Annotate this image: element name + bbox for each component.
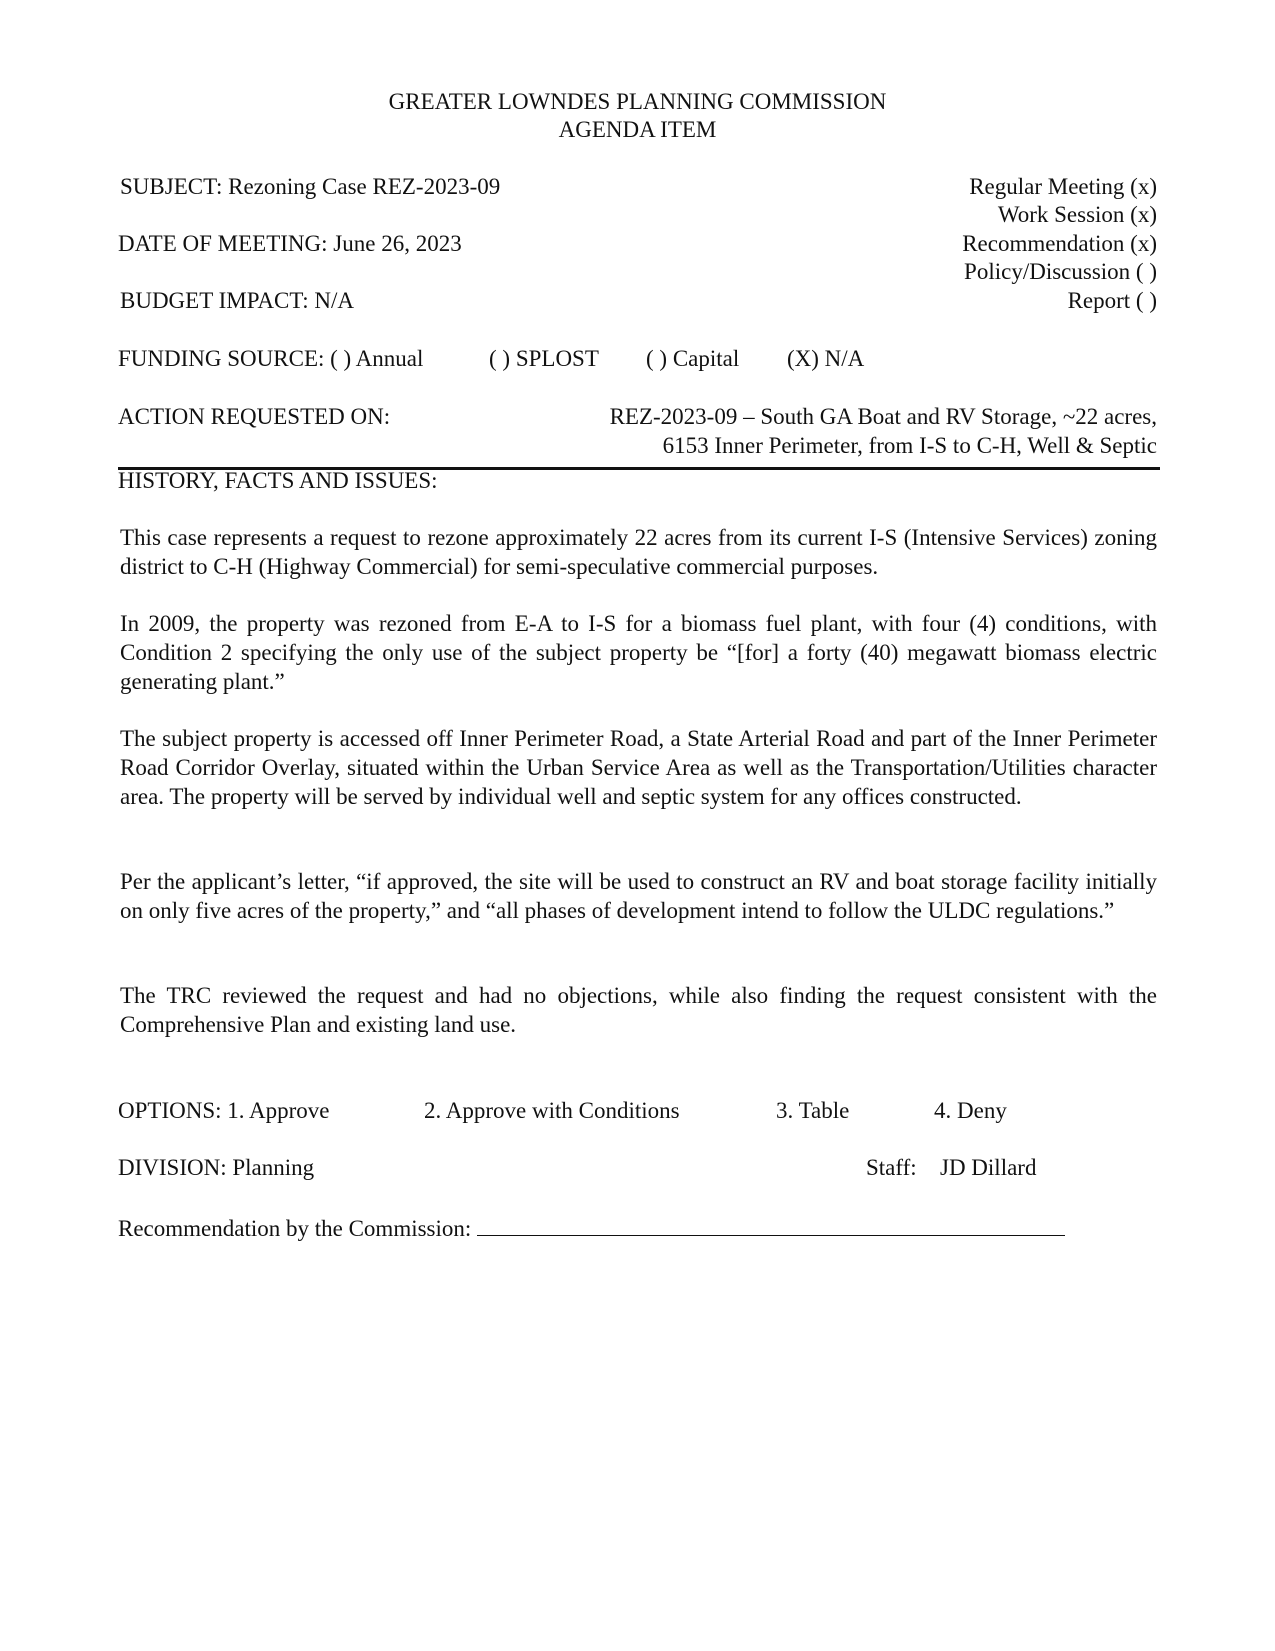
commission-title: GREATER LOWNDES PLANNING COMMISSION bbox=[388, 89, 887, 114]
recommendation-blank-line bbox=[477, 1213, 1065, 1236]
funding-source-annual: FUNDING SOURCE: ( ) Annual bbox=[118, 346, 424, 371]
meeting-type-work-session: Work Session (x) bbox=[997, 202, 1157, 227]
history-paragraph: Per the applicant’s letter, “if approved, the site will be used to construct an RV and boat storage facility initially on only five acres of the property,” and “all phases of development intend to follow the ULDC regulations.” bbox=[120, 869, 1157, 923]
history-paragraph: This case represents a request to rezone approximately 22 acres from its current I-S (Intensive Services) zoning district to C-H (Highway Commercial) for semi-speculative commercial purposes. bbox=[120, 525, 1157, 579]
history-paragraph: The TRC reviewed the request and had no objections, while also finding the request consistent with the Comprehensive Plan and existing land use. bbox=[120, 983, 1157, 1037]
meeting-type-report: Report ( ) bbox=[1067, 288, 1157, 313]
history-paragraph: In 2009, the property was rezoned from E-A to I-S for a biomass fuel plant, with four (4) conditions, with Condition 2 specifying the only use of the subject property be “[for] a forty (40) megawatt biomass electric generating plant.” bbox=[120, 611, 1157, 694]
action-requested-label: ACTION REQUESTED ON: bbox=[118, 404, 391, 429]
history-paragraph: The subject property is accessed off Inner Perimeter Road, a State Arterial Road and part of the Inner Perimeter Road Corridor Overlay, situated within the Urban Service Area as well as the Transportation/Utilities character area. The property will be served by individual well and septic system for any offices constructed. bbox=[120, 726, 1157, 809]
budget-impact-field: BUDGET IMPACT: N/A bbox=[120, 288, 354, 313]
funding-source-capital: ( ) Capital bbox=[646, 346, 740, 371]
recommendation-row bbox=[118, 1213, 1065, 1243]
action-requested-line-1: REZ-2023-09 – South GA Boat and RV Storage, ~22 acres, bbox=[609, 404, 1157, 429]
subject-field: SUBJECT: Rezoning Case REZ-2023-09 bbox=[120, 174, 501, 199]
meeting-type-recommendation: Recommendation (x) bbox=[962, 231, 1157, 256]
recommendation-label: Recommendation by the Commission: bbox=[118, 1216, 472, 1241]
option-table: 3. Table bbox=[776, 1098, 850, 1123]
meeting-type-policy-discussion: Policy/Discussion ( ) bbox=[964, 259, 1157, 284]
meeting-type-regular: Regular Meeting (x) bbox=[969, 174, 1157, 199]
option-deny: 4. Deny bbox=[934, 1098, 1007, 1123]
option-approve-with-conditions: 2. Approve with Conditions bbox=[424, 1098, 680, 1123]
date-of-meeting-field: DATE OF MEETING: June 26, 2023 bbox=[118, 231, 462, 256]
option-approve: OPTIONS: 1. Approve bbox=[118, 1098, 330, 1123]
funding-source-splost: ( ) SPLOST bbox=[489, 346, 599, 371]
division-field: DIVISION: Planning bbox=[118, 1155, 315, 1180]
history-heading: HISTORY, FACTS AND ISSUES: bbox=[118, 468, 438, 493]
staff-name: JD Dillard bbox=[940, 1155, 1037, 1180]
funding-source-na: (X) N/A bbox=[787, 346, 865, 371]
staff-label: Staff: bbox=[866, 1155, 917, 1180]
action-requested-line-2: 6153 Inner Perimeter, from I-S to C-H, Well & Septic bbox=[662, 433, 1157, 458]
agenda-item-title: AGENDA ITEM bbox=[558, 117, 717, 142]
